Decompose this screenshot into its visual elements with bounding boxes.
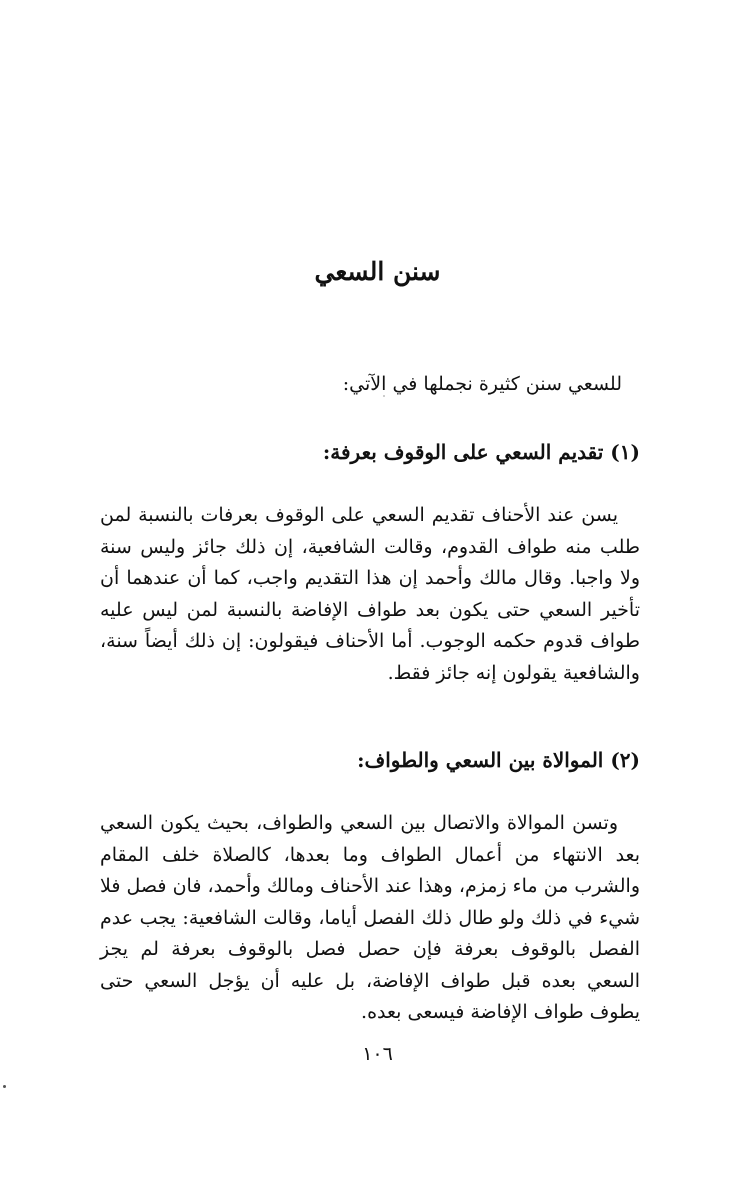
page-number: ١٠٦ xyxy=(362,1043,393,1065)
section-1-body: يسن عند الأحناف تقديم السعي على الوقوف بعرفات بالنسبة لمن طلب منه طواف القدوم، وقالت الشافعية، إن ذلك جائز وليس سنة ولا واجبا. وقال مالك وأحمد إن هذا التقديم واجب، كما أن عندهما أن تأخير السعي حتى يكون بعد طواف الإفاضة بالنسبة لمن ليس عليه طواف قدوم حكمه الوجوب. أما الأحناف فيقولون: إن ذلك أيضاً سنة، والشافعية يقولون إنه جائز فقط. xyxy=(100,504,640,684)
section-2-heading-block xyxy=(100,742,640,778)
section-2-heading: (٢) الموالاة بين السعي والطواف: xyxy=(357,748,640,772)
chapter-title: سنن السعي xyxy=(314,257,441,286)
section-1-heading-block xyxy=(100,434,640,470)
section-2-body: وتسن الموالاة والاتصال بين السعي والطواف، بحيث يكون السعي بعد الانتهاء من أعمال الطواف وما بعدها، كالصلاة خلف المقام والشرب من ماء زمزم، وهذا عند الأحناف ومالك وأحمد، فان فصل فلا شيء في ذلك ولو طال ذلك الفصل أياما، وقالت الشافعية: يجب عدم الفصل بالوقوف بعرفة فإن حصل فصل بالوقوف بعرفة لم يجز السعي بعده قبل طواف الإفاضة، بل عليه أن يؤجل السعي حتى يطوف طواف الإفاضة فيسعى بعده. xyxy=(100,812,640,1023)
section-1-heading: (١) تقديم السعي على الوقوف بعرفة: xyxy=(322,440,640,464)
intro-paragraph xyxy=(100,366,640,402)
section-2-paragraph xyxy=(100,808,640,1029)
paper-speck xyxy=(383,395,385,397)
section-1-paragraph xyxy=(100,500,640,689)
intro-text: للسعي سنن كثيرة نجملها في الآتي: xyxy=(342,373,622,395)
margin-dot xyxy=(3,1085,6,1088)
